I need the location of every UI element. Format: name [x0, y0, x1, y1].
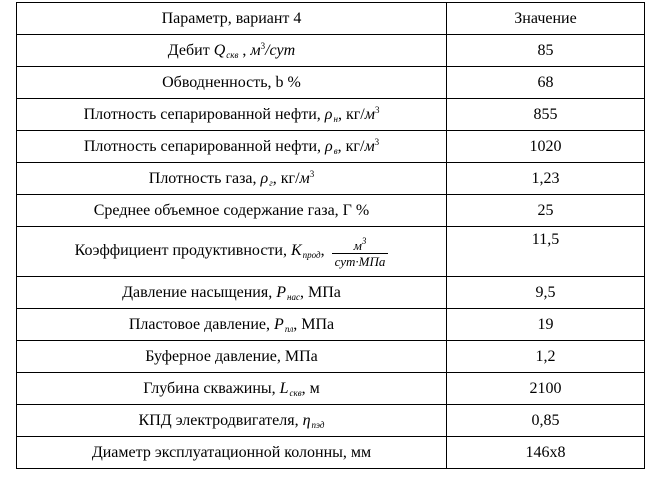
- param-label: [17, 99, 447, 131]
- param-value: 9,5: [447, 277, 645, 309]
- table-row: [17, 67, 645, 99]
- param-label: Среднее объемное содержание газа, Г %: [17, 195, 447, 227]
- fraction-denominator: сут·МПа: [334, 254, 386, 269]
- param-label: [17, 35, 447, 67]
- table-row: [17, 277, 645, 309]
- symbol: η: [302, 411, 311, 429]
- label-text: Плотность сепарированной нефти,: [83, 138, 326, 155]
- param-value: 1020: [447, 131, 645, 163]
- table-row: [17, 99, 645, 131]
- table-row: [17, 373, 645, 405]
- symbol-subscript: нас: [287, 291, 300, 302]
- unit: /сут: [265, 42, 296, 59]
- param-label: [17, 405, 447, 437]
- symbol: ρ: [260, 170, 269, 187]
- unit: м: [364, 138, 375, 155]
- param-value: 19: [447, 309, 645, 341]
- symbol: ρ: [324, 106, 333, 123]
- label-text: , МПа: [299, 283, 341, 301]
- symbol-subscript: пэд: [311, 419, 325, 430]
- unit: м: [299, 170, 310, 187]
- param-value: 1,23: [447, 163, 645, 195]
- table-row: [17, 195, 645, 227]
- param-label: [17, 131, 447, 163]
- symbol: L: [279, 379, 289, 397]
- param-value: 1,2: [447, 341, 645, 373]
- param-value: 85: [447, 35, 645, 67]
- parameters-table: [16, 2, 645, 469]
- symbol: ρ: [325, 138, 333, 155]
- label-text: Давление насыщения,: [122, 283, 277, 301]
- param-value: 25: [447, 195, 645, 227]
- table-row: [17, 163, 645, 195]
- symbol-subscript: н: [333, 114, 338, 124]
- table-row: [17, 437, 645, 469]
- symbol-subscript: пл: [284, 323, 294, 334]
- unit-superscript: 3: [309, 169, 315, 179]
- unit-fraction: [332, 234, 389, 269]
- header-param: Параметр, вариант 4: [17, 3, 447, 35]
- param-value: 11,5: [447, 227, 645, 277]
- param-label: Обводненность, b %: [17, 67, 447, 99]
- table-row: [17, 35, 645, 67]
- param-value: 2100: [447, 373, 645, 405]
- symbol-subscript: прод: [302, 250, 321, 261]
- symbol: K: [290, 242, 302, 260]
- table-row: [17, 131, 645, 163]
- label-text: Дебит: [167, 42, 214, 59]
- symbol-subscript: г: [269, 178, 273, 188]
- label-text: , кг/: [337, 106, 365, 123]
- label-text: ,: [320, 242, 329, 260]
- param-value: 855: [447, 99, 645, 131]
- label-text: , м: [301, 379, 320, 397]
- unit-superscript: 3: [374, 105, 380, 115]
- param-value: 68: [447, 67, 645, 99]
- fraction-numerator: [332, 234, 389, 254]
- param-label: Диаметр эксплуатационной колонны, мм: [17, 437, 447, 469]
- table-row: [17, 341, 645, 373]
- header-value: Значение: [447, 3, 645, 35]
- label-text: ,: [238, 42, 251, 59]
- param-label: [17, 227, 447, 277]
- label-text: , кг/: [337, 138, 365, 155]
- table-header-row: [17, 3, 645, 35]
- param-label: [17, 163, 447, 195]
- param-value: 146х8: [447, 437, 645, 469]
- unit-superscript: 3: [260, 41, 266, 51]
- table-row: [17, 405, 645, 437]
- label-text: КПД электродвигателя,: [138, 411, 303, 429]
- label-text: Плотность сепарированной нефти,: [83, 106, 325, 123]
- unit: м: [353, 238, 362, 253]
- symbol: Q: [213, 42, 226, 59]
- symbol-subscript: в: [333, 146, 338, 156]
- param-value: 0,85: [447, 405, 645, 437]
- label-text: Пластовое давление,: [128, 315, 275, 333]
- param-label: [17, 309, 447, 341]
- param-label: [17, 277, 447, 309]
- label-text: Глубина скважины,: [143, 379, 280, 397]
- param-label: Буферное давление, МПа: [17, 341, 447, 373]
- symbol: P: [276, 283, 286, 301]
- label-text: , МПа: [293, 315, 335, 333]
- unit-superscript: 3: [361, 236, 367, 246]
- symbol: P: [274, 315, 284, 333]
- table-row: [17, 309, 645, 341]
- param-label: [17, 373, 447, 405]
- label-text: Коэффициент продуктивности,: [74, 242, 291, 260]
- unit: м: [250, 42, 261, 59]
- label-text: , кг/: [272, 170, 300, 187]
- symbol-subscript: скв: [226, 50, 239, 60]
- table-row: [17, 227, 645, 277]
- unit-superscript: 3: [374, 137, 380, 147]
- symbol-subscript: скв: [289, 387, 302, 398]
- unit: м: [364, 106, 375, 123]
- label-text: Плотность газа,: [148, 170, 261, 187]
